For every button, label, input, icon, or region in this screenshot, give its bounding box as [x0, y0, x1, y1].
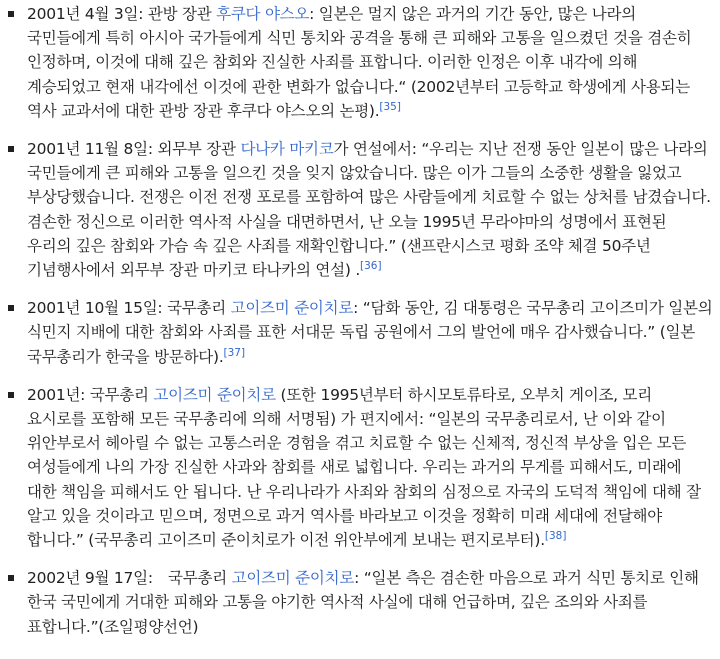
bullet-icon — [8, 146, 14, 152]
statement-lead: : 국무총리 — [80, 385, 154, 404]
statement-date: 2001년 4월 3일 — [27, 5, 139, 23]
statement-date: 2001년 — [27, 385, 81, 404]
statement-text: : 일본은 멀지 않은 과거의 기간 동안, 많은 나라의 국민들에게 특히 아시아 국가들에게 식민 통치와 공격을 통해 큰 피해와 고통을 일으켰던 것을 겸손히 인정하며, 이것에 대해 깊은 참회와 진실한 사죄를 표합니다. 이러한 인정은 이후 내각에 의해 계승되었고 현재 내각에선 이것에 관한 변화가 없습니다.“ (2002년부터 고등학교 학생에게 사용되는 역사 교과서에 대한 관방 장관 후쿠다 야스오의 논평). — [27, 5, 692, 120]
reference-link[interactable]: [38] — [544, 529, 567, 542]
reference-link[interactable]: [36] — [360, 259, 382, 272]
statement-date: 2001년 10월 15일 — [27, 299, 158, 318]
statement-lead: : 관방 장관 — [138, 5, 217, 23]
person-link[interactable]: 고이즈미 준이치로 — [231, 569, 355, 588]
statement-text: : “일본 측은 겸손한 마음으로 과거 식민 통치로 인해 한국 국민에게 거대한 피해와 고통을 야기한 역사적 사실에 대해 언급하며, 깊은 조의와 사죄를 표합니다.”(조일평양선언) — [27, 569, 699, 636]
reference-link[interactable]: [37] — [223, 346, 246, 359]
statement-text: 가 연설에서: “우리는 지난 전쟁 동안 일본이 많은 나라의 국민들에게 큰 피해와 고통을 일으킨 것을 잊지 않았습니다. 많은 이가 그들의 소중한 생활을 잃었고 부상당했습니다. 전쟁은 이전 전쟁 포로를 포함하여 많은 사람들에게 치료할 수 없는 상처를 남겼습니다. 겸손한 정신으로 이러한 역사적 사실을 대면하면서, 난 오늘 1995년 무라야마의 성명에서 표현된 우리의 깊은 참회와 가슴 속 깊은 사죄를 재확인합니다.” (샌프란시스코 평화 조약 체결 50주년 기념행사에서 외무부 장관 마키코 타나카의 연설) . — [27, 140, 711, 280]
statement-date: 2002년 9월 17일 — [27, 569, 148, 588]
bullet-icon — [8, 305, 14, 311]
person-link[interactable]: 다나카 마키코 — [240, 140, 334, 159]
statement-text: : “담화 동안, 김 대통령은 국무총리 고이즈미가 일본의 식민지 지배에 대한 참회와 사죄를 표한 서대문 독립 공원에서 그의 발언에 매우 감사했습니다.” (일본 국무총리가 한국을 방문하다). — [27, 299, 713, 366]
statement-list — [0, 2, 720, 639]
statement-lead: : 외무부 장관 — [147, 140, 241, 159]
bullet-icon — [8, 11, 14, 17]
statement-date: 2001년 11월 8일 — [27, 140, 148, 159]
person-link[interactable]: 고이즈미 준이치로 — [230, 299, 354, 318]
bullet-icon — [8, 575, 14, 581]
statement-lead: : 국무총리 — [157, 299, 231, 318]
reference-link[interactable]: [35] — [379, 100, 401, 113]
list-item — [0, 383, 720, 552]
list-item — [0, 137, 720, 282]
list-item — [0, 566, 720, 639]
person-link[interactable]: 고이즈미 준이치로 — [153, 385, 276, 404]
statement-lead: : 국무총리 — [147, 569, 232, 588]
statement-text: (또한 1995년부터 하시모토류타로, 오부치 게이조, 모리 요시로를 포함해 모든 국무총리에 의해 서명됨) 가 편지에서: “일본의 국무총리로서, 난 이와 같이 위안부로서 헤아릴 수 없는 고통스러운 경험을 겪고 치료할 수 없는 신체적, 정신적 부상을 입은 모든 여성들에게 나의 가장 진실한 사과와 참회를 새로 넓힙니다. 우리는 과거의 무게를 피해서도, 미래에 대한 책임을 피해서도 안 됩니다. 난 우리나라가 사죄와 참회의 심정으로 자국의 도덕적 책임에 대해 잘 알고 있을 것이라고 믿으며, 정면으로 과거 역사를 바라보고 이것을 정확히 미래 세대에 전달해야 합니다.” (국무총리 고이즈미 준이치로가 이전 위안부에게 보내는 편지로부터). — [27, 385, 701, 550]
person-link[interactable]: 후쿠다 야스오 — [216, 5, 310, 23]
list-item — [0, 296, 720, 369]
list-item — [0, 2, 720, 123]
bullet-icon — [8, 392, 14, 398]
